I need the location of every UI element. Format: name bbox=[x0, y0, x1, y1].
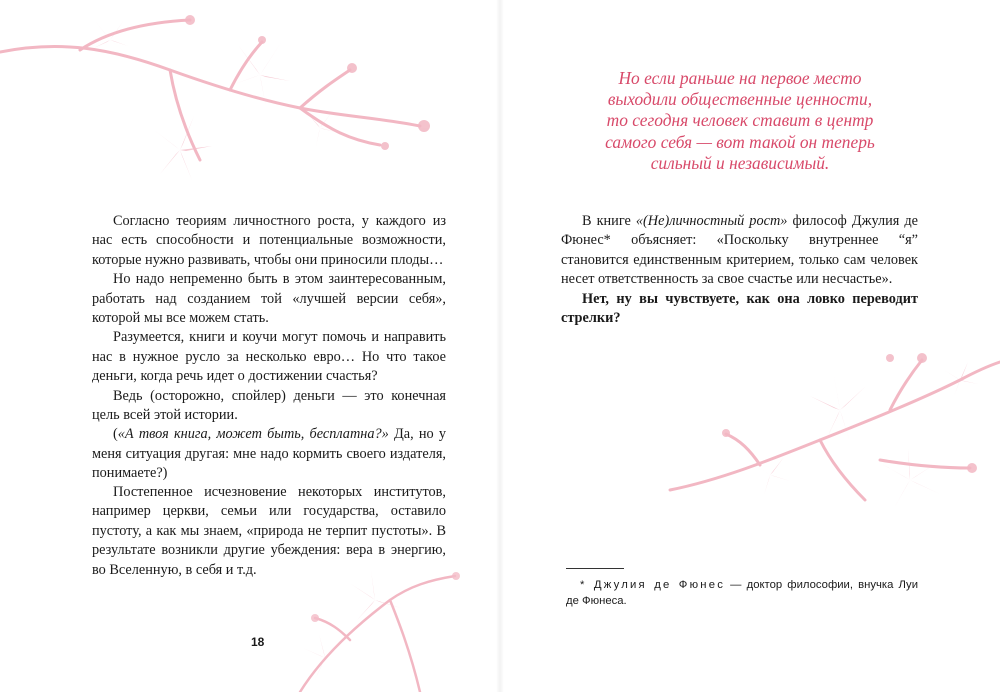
pull-quote-line: Но если раньше на первое место bbox=[618, 68, 862, 88]
pull-quote bbox=[590, 68, 890, 174]
footnote-name: * Джулия де Фюнес bbox=[580, 579, 726, 591]
paragraph: Согласно теориям личностного роста, у каждого из нас есть способности и потенциальные возможности, которые нужно развивать, чтобы они приносили плоды… bbox=[92, 213, 446, 268]
footnote bbox=[566, 577, 918, 609]
pull-quote-line: выходили общественные ценности, bbox=[607, 89, 873, 110]
paragraph: Постепенное исчезновение некоторых институтов, например церкви, семьи или государства, оставило пустоту, а как мы знаем, «природа не терпит пустоты». В результате возникли другие убеждения: вера в энергию, во Вселенную, в себя и т.д. bbox=[92, 484, 446, 578]
pull-quote-line: сильный и независимый. bbox=[650, 152, 830, 173]
blossom-branch-bottom-left-icon bbox=[280, 560, 470, 692]
paragraph: Разумеется, книги и коучи могут помочь и направить нас в нужное русло за несколько евро… Но что такое деньги, когда речь идет о достижении счастья? bbox=[92, 329, 446, 385]
page-number: 18 bbox=[251, 635, 265, 649]
pull-quote-line: то сегодня человек ставит в центр bbox=[606, 110, 874, 131]
para-rest: философ Джулия де Фюнес* объясняет: «Поскольку внутреннее “я” становится единственным критерием, только сам человек несет ответственность за свое счастье или несчастье». bbox=[561, 213, 918, 288]
paragraph: Ведь (осторожно, спойлер) деньги — это конечная цель всей этой истории. bbox=[92, 387, 446, 424]
left-text-block bbox=[92, 212, 446, 484]
paragraph: Но надо непременно быть в этом заинтересованным, работать над созданием той «лучшей версии себя», которой мы все можем стать. bbox=[92, 271, 446, 327]
book-title: «(Не)личностный рост» bbox=[635, 213, 788, 229]
paragraph bbox=[561, 212, 918, 290]
blossom-branch-right-icon bbox=[660, 340, 1000, 530]
aside-paragraph: («А твоя книга, может быть, бесплатна?» Да, но у меня ситуация другая: мне надо кормить своего издателя, понимаете?) bbox=[92, 426, 446, 482]
right-text-block bbox=[561, 212, 918, 328]
pull-quote-line: самого себя — вот такой он теперь bbox=[605, 131, 875, 152]
aside-italic: «А твоя книга, может быть, бесплатна?» bbox=[117, 426, 389, 443]
footnote-rule bbox=[566, 568, 624, 569]
aside-rest: Да, но у меня ситуация другая: мне надо кормить своего издателя, понимаете?) bbox=[92, 426, 446, 482]
bold-paragraph: Нет, ну вы чувствуете, как она ловко переводит стрелки? bbox=[561, 290, 918, 327]
para-start: В книге bbox=[582, 213, 636, 229]
blossom-branch-top-left-icon bbox=[0, 0, 460, 200]
footnote-rest: — доктор философии, внучка Луи де Фюнеса. bbox=[566, 579, 919, 607]
